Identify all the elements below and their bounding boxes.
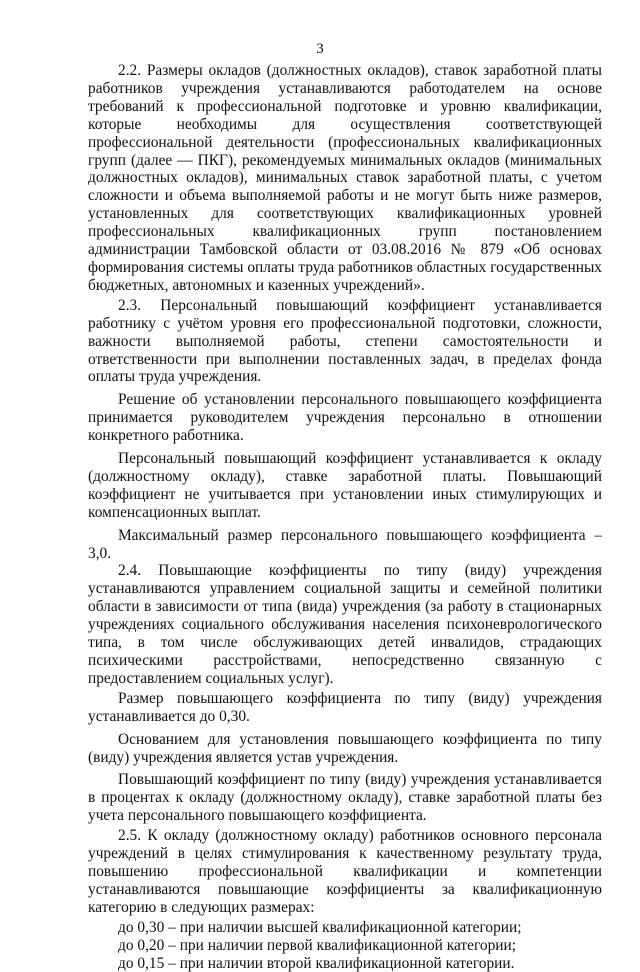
paragraph-type-coefficient-basis: Основанием для установления повышающего коэффициента по типу (виду) учреждения является устав учреждения. [88,731,602,767]
list-item: до 0,20 – при наличии первой квалификационной категории; [118,937,602,955]
paragraph-2-2: 2.2. Размеры окладов (должностных окладов), ставок заработной платы работников учреждения устанавливаются работодателем на основе требований к профессиональной подготовке и уровню квалификации, которые необходимы для осуществления соответствующей профессиональной деятельности (профессиональных квалификационных групп (далее — ПКГ), рекомендуемых минимальных окладов (минимальных должностных окладов), минимальных ставок заработной платы, с учетом сложности и объема выполняемой работы и не могут быть ниже размеров, установленных для соответствующих квалификационных уровней профессиональных квалификационных групп постановлением администрации Тамбовской области от 03.08.2016 № 879 «Об основах формирования системы оплаты труда работников областных государственных бюджетных, автономных и казенных учреждений». [88,62,602,295]
paragraph-2-3: 2.3. Персональный повышающий коэффициент устанавливается работнику с учётом уровня его профессиональной подготовки, сложности, важности выполняемой работы, степени самостоятельности и ответственности при выполнении поставленных задач, в пределах фонда оплаты труда учреждения. [88,297,602,387]
paragraph-personal-coefficient: Персональный повышающий коэффициент устанавливается к окладу (должностному окладу), ставке заработной платы. Повышающий коэффициент не учитывается при установлении иных стимулирующих и компенсационных выплат. [88,450,602,522]
paragraph-type-coefficient-percent: Повышающий коэффициент по типу (виду) учреждения устанавливается в процентах к окладу (должностному окладу), ставке заработной платы без учета персонального повышающего коэффициента. [88,771,602,825]
list-item: до 0,15 – при наличии второй квалификационной категории. [118,955,602,972]
paragraph-2-5: 2.5. К окладу (должностному окладу) работников основного персонала учреждений в целях стимулирования к качественному результату труда, повышению профессиональной квалификации и компетенции устанавливаются повышающие коэффициенты за квалификационную категорию в следующих размерах: [88,827,602,917]
category-list [88,919,602,972]
list-item: до 0,30 – при наличии высшей квалификационной категории; [118,919,602,937]
paragraph-2-4: 2.4. Повышающие коэффициенты по типу (виду) учреждения устанавливаются управлением социальной защиты и семейной политики области в зависимости от типа (вида) учреждения (за работу в стационарных учреждениях социального обслуживания населения психоневрологического типа, в том числе обслуживающих детей инвалидов, страдающих психическими расстройствами, непосредственно связанную с предоставлением социальных услуг). [88,562,602,687]
document-body [88,62,602,972]
paragraph-decision: Решение об установлении персонального повышающего коэффициента принимается руководителем учреждения персонально в отношении конкретного работника. [88,391,602,445]
page-number: 3 [0,41,640,57]
paragraph-type-coefficient-size: Размер повышающего коэффициента по типу (виду) учреждения устанавливается до 0,30. [88,690,602,726]
paragraph-max-coefficient: Максимальный размер персонального повышающего коэффициента – 3,0. [88,527,602,563]
